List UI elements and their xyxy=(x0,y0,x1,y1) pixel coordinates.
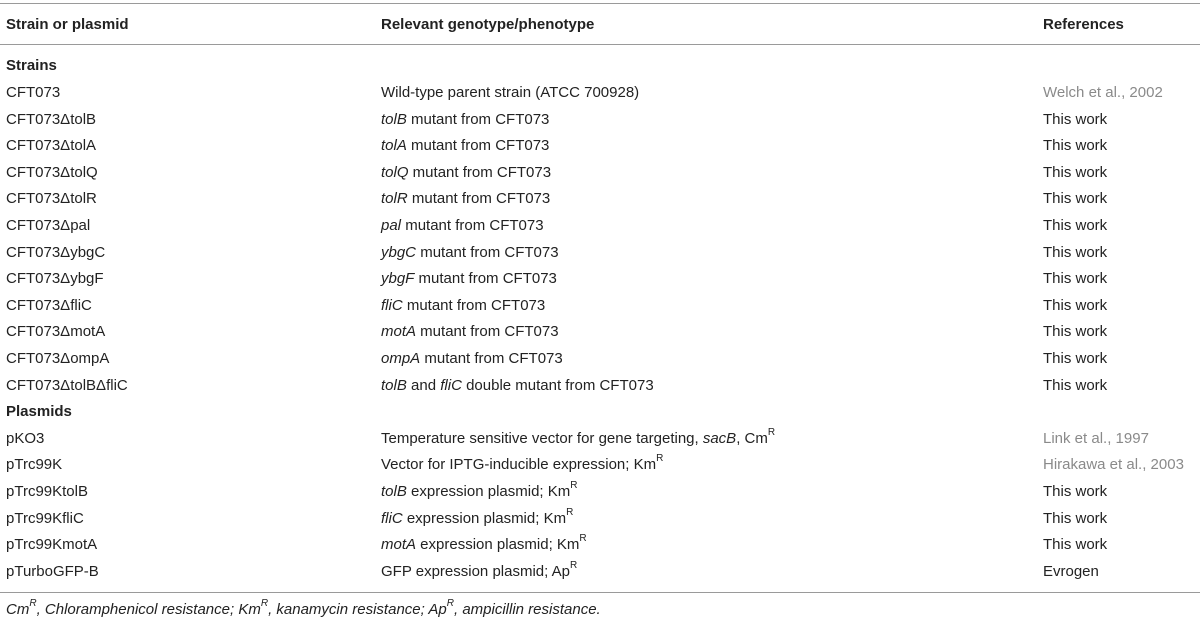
genotype: ybgC mutant from CFT073 xyxy=(381,243,559,261)
reference: This work xyxy=(1043,190,1108,208)
table-row xyxy=(0,239,1200,266)
section-label: Plasmids xyxy=(6,403,72,421)
table-row xyxy=(0,132,1200,159)
reference: This work xyxy=(1043,350,1108,367)
reference: This work xyxy=(1043,323,1108,341)
table-row xyxy=(0,159,1200,186)
plasmid-name: pTrc99KmotA xyxy=(6,536,98,554)
plasmid-name: pTurboGFP-B xyxy=(6,562,99,580)
table-row xyxy=(0,451,1200,478)
table-bottom-rule xyxy=(0,592,1200,593)
table-row xyxy=(0,345,1200,372)
reference: This work xyxy=(1043,536,1108,554)
reference: Evrogen xyxy=(1043,562,1099,580)
reference: This work xyxy=(1043,217,1108,234)
plasmid-name: pTrc99KfliC xyxy=(6,509,84,527)
strain-name: CFT073ΔtolBΔfliC xyxy=(6,376,128,394)
strain-name: CFT073ΔmotA xyxy=(6,323,106,341)
table-row xyxy=(0,425,1200,452)
genotype: GFP expression plasmid; $Ap^R$ xyxy=(381,559,578,580)
table-footnote: $Cm^R$, Chloramphenicol resistance; $Km^R$, kanamycin resistance; $Ap^R$, ampicillin resistance. xyxy=(6,598,601,618)
header-genotype: Relevant genotype/phenotype xyxy=(381,16,595,33)
reference: Welch et al., 2002 xyxy=(1043,84,1163,101)
table-row xyxy=(0,106,1200,133)
strain-name: CFT073ΔtolB xyxy=(6,110,97,128)
table-row xyxy=(0,478,1200,505)
genotype: tolQ mutant from CFT073 xyxy=(381,163,552,181)
section-strains xyxy=(0,52,1200,79)
plasmid-name: pTrc99K xyxy=(6,456,63,474)
table-row xyxy=(0,212,1200,239)
table-row xyxy=(0,79,1200,106)
strain-name: CFT073ΔybgF xyxy=(6,270,104,288)
strain-name: CFT073 xyxy=(6,84,61,101)
genotype: fliC expression plasmid; $Km^R$ xyxy=(381,506,574,527)
genotype: tolR mutant from CFT073 xyxy=(381,190,551,208)
genotype: fliC mutant from CFT073 xyxy=(381,296,546,314)
reference: This work xyxy=(1043,296,1108,314)
reference: This work xyxy=(1043,110,1108,128)
header-strain: Strain or plasmid xyxy=(6,16,129,33)
genotype: tolB expression plasmid; $Km^R$ xyxy=(381,480,578,500)
table-row xyxy=(0,531,1200,558)
plasmid-name: pKO3 xyxy=(6,429,45,447)
reference: This work xyxy=(1043,509,1108,527)
strain-name: CFT073ΔybgC xyxy=(6,243,106,261)
table-row xyxy=(0,185,1200,212)
table-header xyxy=(0,3,1200,45)
section-label: Strains xyxy=(6,57,57,74)
strain-name: CFT073ΔfliC xyxy=(6,296,92,314)
header-references: References xyxy=(1043,16,1124,33)
table-row xyxy=(0,558,1200,585)
table-row xyxy=(0,318,1200,345)
strain-name: CFT073ΔtolQ xyxy=(6,163,98,181)
genotype: Vector for IPTG-inducible expression; $Km^R$ xyxy=(381,453,664,474)
genotype: ompA mutant from CFT073 xyxy=(381,350,563,367)
reference: This work xyxy=(1043,270,1108,288)
table-row xyxy=(0,292,1200,319)
reference: This work xyxy=(1043,163,1108,181)
genotype: ybgF mutant from CFT073 xyxy=(381,270,557,288)
genotype: Temperature sensitive vector for gene targeting, sacB, $Cm^R$ xyxy=(381,426,776,447)
section-plasmids xyxy=(0,398,1200,425)
strain-name: CFT073ΔtolR xyxy=(6,190,97,208)
table-row xyxy=(0,372,1200,399)
genotype: tolB and fliC double mutant from CFT073 xyxy=(381,376,654,394)
strain-name: CFT073ΔompA xyxy=(6,350,110,367)
strain-name: CFT073Δpal xyxy=(6,217,91,234)
reference: This work xyxy=(1043,483,1108,500)
reference: This work xyxy=(1043,243,1108,261)
reference: Link et al., 1997 xyxy=(1043,429,1149,447)
reference: This work xyxy=(1043,137,1108,155)
reference: This work xyxy=(1043,376,1108,394)
genotype: pal mutant from CFT073 xyxy=(381,217,544,234)
genotype: Wild-type parent strain (ATCC 700928) xyxy=(381,84,640,101)
genotype: tolB mutant from CFT073 xyxy=(381,110,550,128)
table-row xyxy=(0,265,1200,292)
reference: Hirakawa et al., 2003 xyxy=(1043,456,1184,474)
genotype: tolA mutant from CFT073 xyxy=(381,137,550,155)
genotype: motA mutant from CFT073 xyxy=(381,323,559,341)
genotype: motA expression plasmid; $Km^R$ xyxy=(381,533,587,554)
strain-name: CFT073ΔtolA xyxy=(6,137,97,155)
plasmid-name: pTrc99KtolB xyxy=(6,483,88,500)
table-row xyxy=(0,505,1200,532)
